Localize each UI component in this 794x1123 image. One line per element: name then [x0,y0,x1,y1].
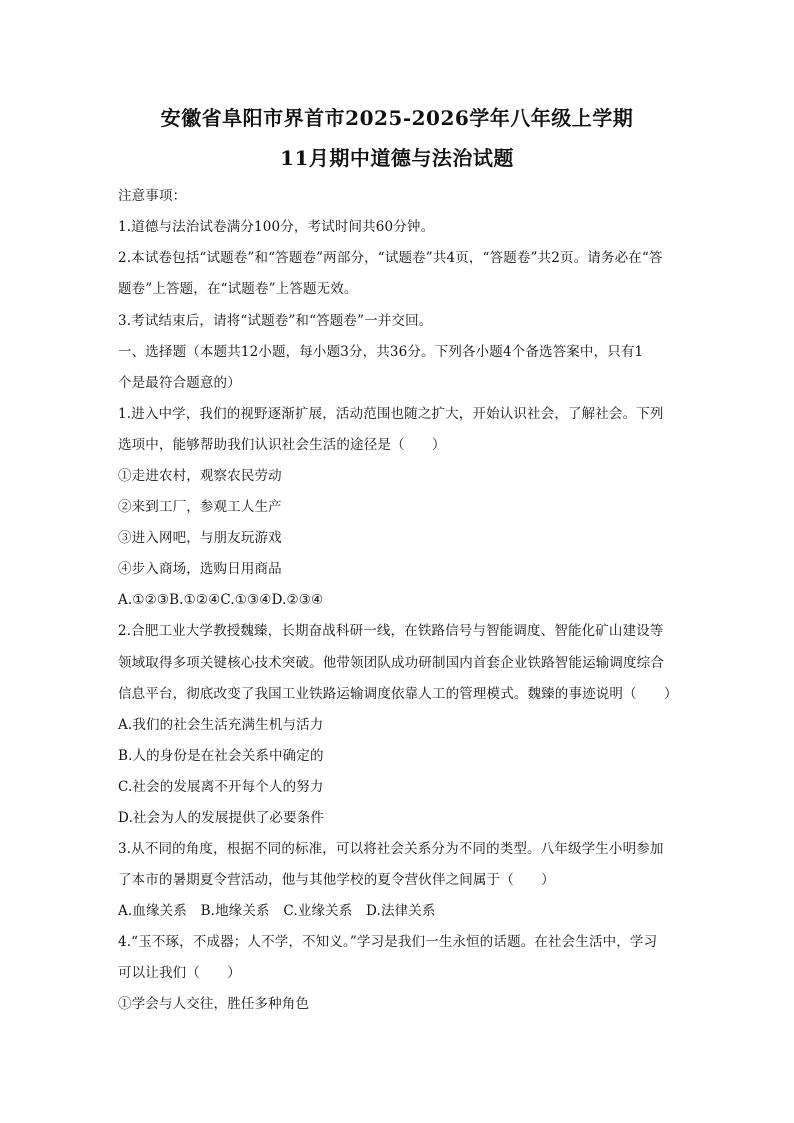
notice-item-3: 3.考试结束后，请将“试题卷”和“答题卷”一并交回。 [118,313,433,329]
question-1-option: ①走进农村，观察农民劳动 [118,468,282,484]
question-4-stem: 4.“玉不琢，不成器；人不学，不知义。”学习是我们一生永恒的话题。在社会生活中，学习 [118,934,658,950]
question-2-option-a: A.我们的社会生活充满生机与活力 [118,717,324,733]
question-1-option: ④步入商场，选购日用商品 [118,561,282,577]
section-heading: 一、选择题（本题共12小题，每小题3分，共36分。下列各小题4个备选答案中，只有1 [118,344,644,360]
notice-item-2-cont: 题卷”上答题，在“试题卷”上答题无效。 [118,281,358,297]
question-3-stem: 3.从不同的角度，根据不同的标准，可以将社会关系分为不同的类型。八年级学生小明参加 [118,841,664,857]
question-2-option-c: C.社会的发展离不开每个人的努力 [118,779,324,795]
question-2-option-b: B.人的身份是在社会关系中确定的 [118,748,324,764]
question-1-stem: 1.进入中学，我们的视野逐渐扩展，活动范围也随之扩大，开始认识社会，了解社会。下列 [118,406,664,422]
question-1-option: ③进入网吧，与朋友玩游戏 [118,530,282,546]
question-2-stem-cont: 信息平台，彻底改变了我国工业铁路运输调度依靠人工的管理模式。魏臻的事迹说明（ ） [118,686,678,702]
question-1-stem-cont: 选项中，能够帮助我们认识社会生活的途径是（ ） [118,437,446,453]
document-title-line-2: 11月期中道德与法治试题 [280,146,514,170]
notice-item-1: 1.道德与法治试卷满分100分，考试时间共60分钟。 [118,219,435,235]
question-3-stem-cont: 了本市的暑期夏令营活动，他与其他学校的夏令营伙伴之间属于（ ） [118,872,555,888]
question-2-stem-cont: 领域取得多项关键核心技术突破。他带领团队成功研制国内首套企业铁路智能运输调度综合 [118,655,664,671]
question-1-choices: A.①②③B.①②④C.①③④D.②③④ [118,592,324,608]
notice-item-2: 2.本试卷包括“试题卷”和“答题卷”两部分，“试题卷”共4页，“答题卷”共2页。请务必在“答 [118,250,663,266]
section-heading-cont: 个是最符合题意的） [118,375,241,391]
question-3-choices: A.血缘关系 B.地缘关系 C.业缘关系 D.法律关系 [118,903,436,919]
question-2-option-d: D.社会为人的发展提供了必要条件 [118,810,325,826]
question-2-stem: 2.合肥工业大学教授魏臻，长期奋战科研一线，在铁路信号与智能调度、智能化矿山建设等 [118,623,664,639]
question-4-option: ①学会与人交往，胜任多种角色 [118,996,310,1012]
notice-heading: 注意事项： [118,188,187,204]
document-title-line-1: 安徽省阜阳市界首市2025-2026学年八年级上学期 [160,106,634,130]
question-4-stem-cont: 可以让我们（ ） [118,965,241,981]
question-1-option: ②来到工厂，参观工人生产 [118,499,282,515]
